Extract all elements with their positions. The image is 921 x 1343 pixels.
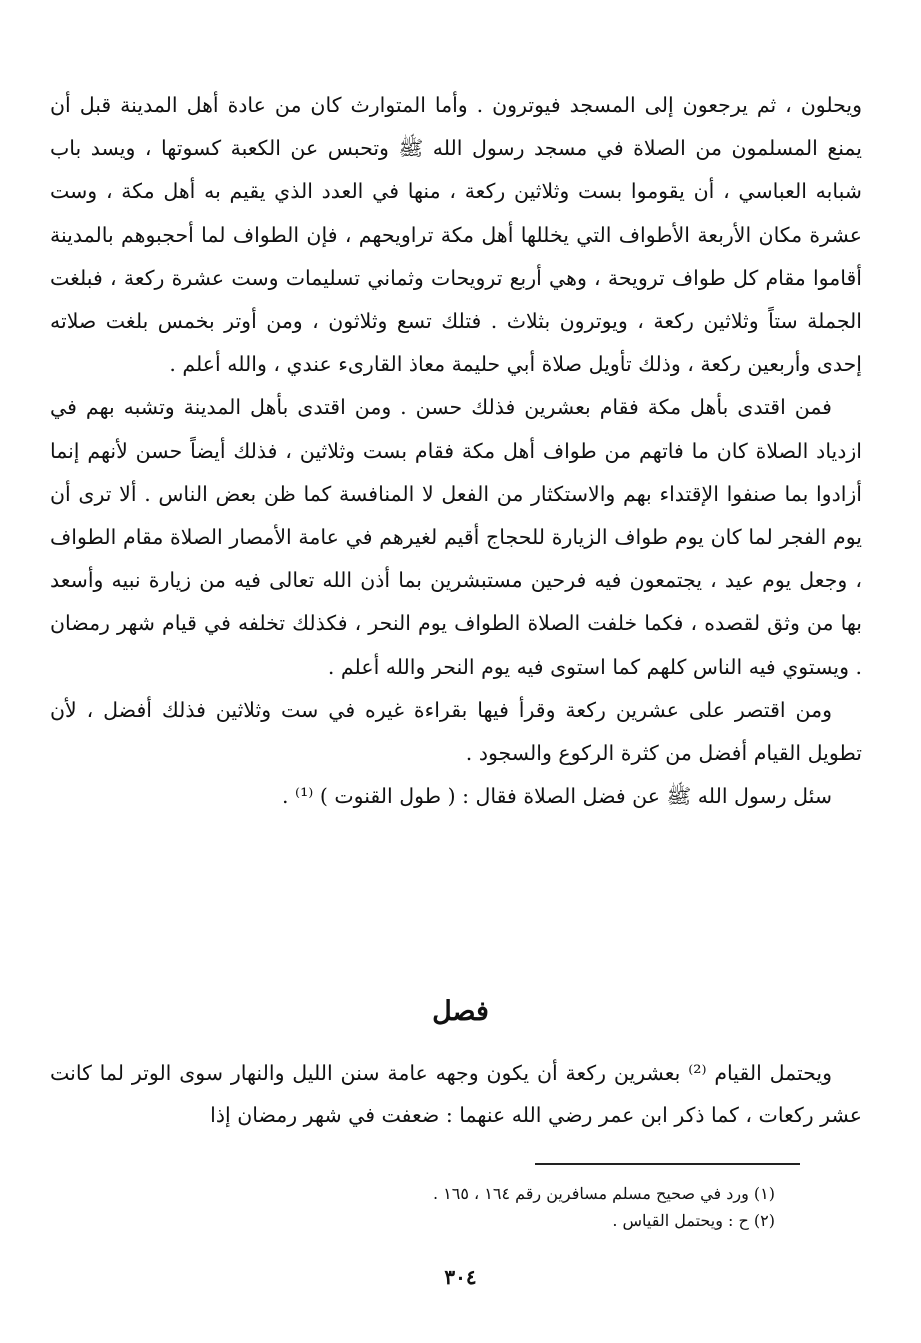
footnotes — [300, 1180, 775, 1234]
paragraph-3: ومن اقتصر على عشرين ركعة وقرأ فيها بقراءة غيره في ست وثلاثين فذلك أفضل ، لأن تطويل القيام أفضل من كثرة الركوع والسجود . — [50, 697, 862, 766]
paragraph-1: ويحلون ، ثم يرجعون إلى المسجد فيوترون . وأما المتوارث كان من عادة أهل المدينة قبل أن يمنع المسلمون من الصلاة في مسجد رسول الله ﷺ وتحبس عن الكعبة كسوتها ، ويسد باب شبابه العباسي ، أن يقوموا بست وثلاثين ركعة ، منها في العدد الذي يقيم به أهل مكة ، وست عشرة مكان الأربعة الأطواف التي يخللها أهل مكة تراويحهم ، فإن الطواف لما أحجبوهم بالمدينة أقاموا مقام كل طواف ترويحة ، وهي أربع ترويحات وثماني تسليمات وست عشرة ركعة ، فبلغت الجملة ستاً وثلاثين ركعة ، ويوترون بثلاث . فتلك تسع وثلاثون ، ومن أوتر بخمس بلغت صلاته إحدى وأربعين ركعة ، وذلك تأويل صلاة أبي حليمة معاذ القارىء عندي ، والله أعلم . — [50, 93, 862, 377]
paragraph-4: سئل رسول الله ﷺ عن فضل الصلاة فقال : ( طول القنوت ) ⁽¹⁾ . — [281, 784, 832, 809]
footnote-2: (٢) ح : ويحتمل القياس . — [612, 1211, 775, 1230]
paragraph-2: فمن اقتدى بأهل مكة فقام بعشرين فذلك حسن . ومن اقتدى بأهل المدينة وتشبه بهم في ازدياد الصلاة كان ما فاتهم من طواف أهل مكة فقام بست وثلاثين ، فذلك أيضاً حسن لأنهم إنما أزادوا بما صنفوا الإقتداء بهم والاستكثار من الفعل لا المنافسة كما ظن بعض الناس . ألا ترى أن يوم الفجر لما كان يوم طواف الزيارة للحجاج أقيم لغيرهم في عامة الأمصار الصلاة مقام الطواف ، وجعل يوم عيد ، يجتمعون فيه فرحين مستبشرين بما أذن الله تعالى فيه من زيارة نبيه وأسعد بها من وثق لقصده ، فكما خلفت الصلاة الطواف يوم النحر ، فكذلك تخلفه في قيام شهر رمضان . ويستوي فيه الناس كلهم كما استوى فيه يوم النحر والله أعلم . — [50, 395, 862, 679]
footnote-1: (١) ورد في صحيح مسلم مسافرين رقم ١٦٤ ، ١٦٥ . — [432, 1184, 775, 1203]
section-heading: فصل — [432, 996, 489, 1027]
page-number: ٣٠٤ — [444, 1265, 477, 1289]
footnote-divider — [535, 1163, 800, 1165]
section-text — [50, 1052, 862, 1136]
main-text — [50, 84, 862, 818]
section-paragraph-1: ويحتمل القيام ⁽²⁾ بعشرين ركعة أن يكون وجهه عامة سنن الليل والنهار سوى الوتر لما كانت عشر ركعات ، كما ذكر ابن عمر رضي الله عنهما : ضعفت في شهر رمضان إذا — [50, 1061, 862, 1127]
